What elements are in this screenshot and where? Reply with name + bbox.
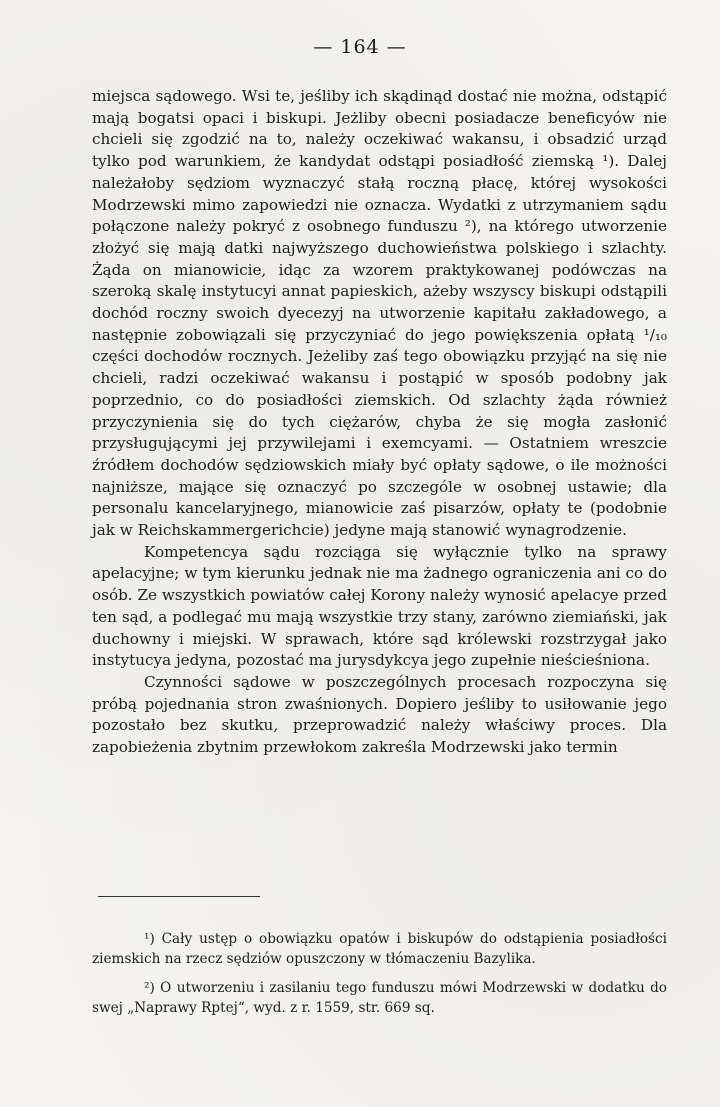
paragraph-1: miejsca sądowego. Wsi te, jeśliby ich skądinąd dostać nie można, odstąpić mają bogatsi opaci i biskupi. Jeżliby obecni posiadacze beneficyów nie chcieli się zgodzić na to, należy oczekiwać wakansu, i obsadzić urząd tylko pod warunkiem, że kandydat odstąpi posiadłość ziemską ¹). Dalej należałoby sędziom wyznaczyć stałą roczną płacę, której wysokości Modrzewski mimo zapowiedzi nie oznacza. Wydatki z utrzymaniem sądu połączone należy pokryć z osobnego funduszu ²), na którego utworzenie złożyć się mają datki najwyższego duchowieństwa polskiego i szlachty. Żąda on mianowicie, idąc za wzorem praktykowanej podówczas na szeroką skalę instytucyi annat papieskich, ażeby wszyscy biskupi odstąpili dochód roczny swoich dyecezyj na utworzenie kapitału zakładowego, a następnie zobowiązali się przyczyniać do jego powiększenia opłatą ¹/₁₀ części dochodów rocznych. Jeżeliby zaś tego obowiązku przyjąć na się nie chcieli, radzi oczekiwać wakansu i postąpić w sposób podobny jak poprzednio, co do posiadłości ziemskich. Od szlachty żąda również przyczynienia się do tych ciężarów, chyba że się mogła zasłonić przysługującymi jej przywilejami i exemcyami. — Ostatniem wreszcie źródłem dochodów sędziowskich miały być opłaty sądowe, o ile możności najniższe, mające się oznaczyć po szczególe w osobnej ustawie; dla personalu kancelaryjnego, mianowicie zaś pisarzów, opłaty te (podobnie jak w Reichskammergerichcie) jedyne mają stanowić wynagrodzenie. bbox=[92, 87, 667, 540]
main-text bbox=[92, 86, 667, 759]
footnotes bbox=[92, 930, 667, 1028]
paragraph-2: Kompetencya sądu rozciąga się wyłącznie tylko na sprawy apelacyjne; w tym kierunku jednak nie ma żadnego ograniczenia ani co do osób. Ze wszystkich powiatów całej Korony należy wynosić apelacye przed ten sąd, a podlegać mu mają wszystkie trzy stany, zarówno ziemiański, jak duchowny i miejski. W sprawach, które sąd królewski rozstrzygał jako instytucya jedyna, pozostać ma jurysdykcya jego zupełnie nieścieśniona. bbox=[92, 542, 667, 670]
paragraph-3: Czynności sądowe w poszczególnych procesach rozpoczyna się próbą pojednania stron zwaśnionych. Dopiero jeśliby to usiłowanie jego pozostało bez skutku, przeprowadzić należy właściwy proces. Dla zapobieżenia zbytnim przewłokom zakreśla Modrzewski jako termin bbox=[92, 672, 667, 757]
page-number-header: — 164 — bbox=[313, 36, 407, 58]
footnote-separator-rule bbox=[98, 896, 260, 897]
footnote-1: ¹) Cały ustęp o obowiązku opatów i biskupów do odstąpienia posiadłości ziemskich na rzecz sędziów opuszczony w tłómaczeniu Bazylika. bbox=[92, 931, 667, 967]
footnote-2: ²) O utworzeniu i zasilaniu tego funduszu mówi Modrzewski w dodatku do swej „Naprawy Rptej“, wyd. z r. 1559, str. 669 sq. bbox=[92, 980, 667, 1016]
